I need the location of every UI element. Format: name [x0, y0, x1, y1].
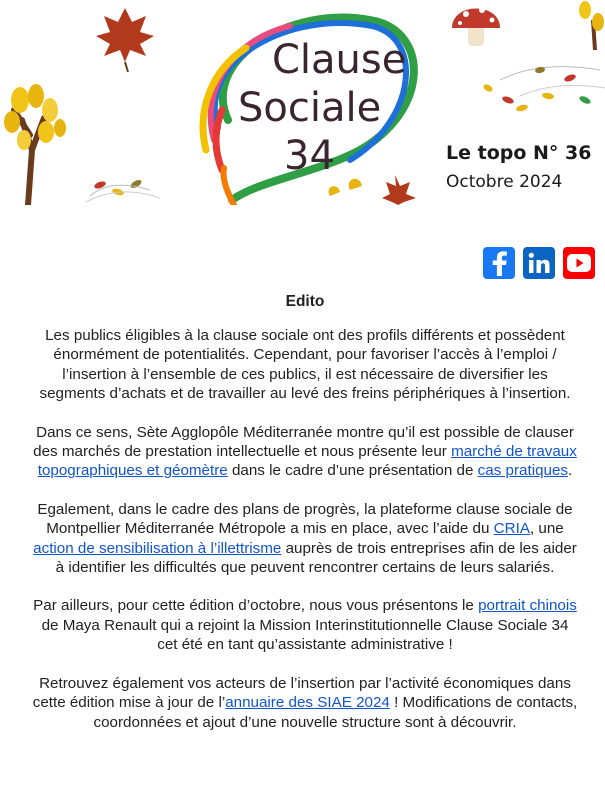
issue-date: Octobre 2024	[446, 172, 563, 192]
text: ! Modifications de contacts, coordonnées et ajout d’une nouvelle structure sont à découvrir.	[93, 694, 578, 731]
edito-paragraph-5	[30, 674, 580, 732]
logo-title-line3: 34	[284, 133, 335, 179]
text: Retrouvez également vos acteurs de l’insertion par l’activité économiques dans cette édition mise à jour de l’	[32, 674, 571, 712]
link-portrait-chinois[interactable]: portrait chinois	[478, 597, 577, 615]
mushroom-icon	[452, 7, 500, 46]
link-action-illettrisme[interactable]: action de sensibilisation à l’illettrisme	[33, 539, 282, 557]
edito-section	[30, 292, 580, 751]
link-cas-pratiques[interactable]: cas pratiques	[477, 462, 569, 480]
logo-title-line2: Sociale	[238, 85, 382, 131]
text: Dans ce sens, Sète Agglopôle Méditerranée montre qu’il est possible de clauser des marchés de prestation intellectuelle et nous présente leur	[33, 423, 574, 461]
text: .	[568, 462, 573, 480]
maple-leaf-icon	[96, 8, 154, 72]
linkedin-icon[interactable]	[523, 247, 555, 279]
link-annuaire-siae[interactable]: annuaire des SIAE 2024	[225, 694, 390, 712]
logo-title-line1: Clause	[272, 37, 407, 83]
text: Par ailleurs, pour cette édition d’octobre, nous vous présentons le	[33, 597, 479, 615]
edito-title: Edito	[285, 293, 325, 310]
text: de Maya Renault qui a rejoint la Mission Interinstitutionnelle Clause Sociale 34 cet été en tant qu’assistante administrative !	[41, 616, 569, 654]
edito-paragraph-2	[30, 423, 580, 481]
facebook-icon[interactable]	[483, 247, 515, 279]
link-marche-topographique[interactable]: marché de travaux topographiques et géomètre	[37, 443, 577, 480]
issue-number: Le topo N° 36	[446, 142, 592, 164]
edito-paragraph-3	[30, 500, 580, 578]
newsletter-header	[0, 0, 605, 205]
edito-paragraph-1: Les publics éligibles à la clause sociale ont des profils différents et possèdent énormément de potentialités. Cependant, pour favoriser l’accès à l’emploi / l’insertion à l’ensemble de ces publics, il est nécessaire de diversifier les segments d’achats et de travailler au levé des freins périphériques à l’insertion.	[39, 327, 571, 403]
edito-paragraph-4	[30, 596, 580, 654]
youtube-icon[interactable]	[563, 247, 595, 279]
falling-leaves	[86, 178, 160, 202]
text: , une	[529, 520, 564, 538]
autumn-tree-left	[4, 84, 66, 205]
bottom-leaves	[329, 175, 416, 205]
link-cria[interactable]: CRIA	[493, 520, 530, 538]
text: Egalement, dans le cadre des plans de progrès, la plateforme clause sociale de Montpellier Méditerranée Métropole a mis en place, avec l’aide du	[37, 500, 573, 538]
text: dans le cadre d’une présentation de	[227, 462, 478, 480]
autumn-tree-right	[579, 1, 604, 50]
wind-leaves	[482, 66, 605, 112]
text: auprès de trois entreprises afin de les aider à identifier les difficultés que peuvent rencontrer certains de leurs salariés.	[55, 539, 577, 577]
